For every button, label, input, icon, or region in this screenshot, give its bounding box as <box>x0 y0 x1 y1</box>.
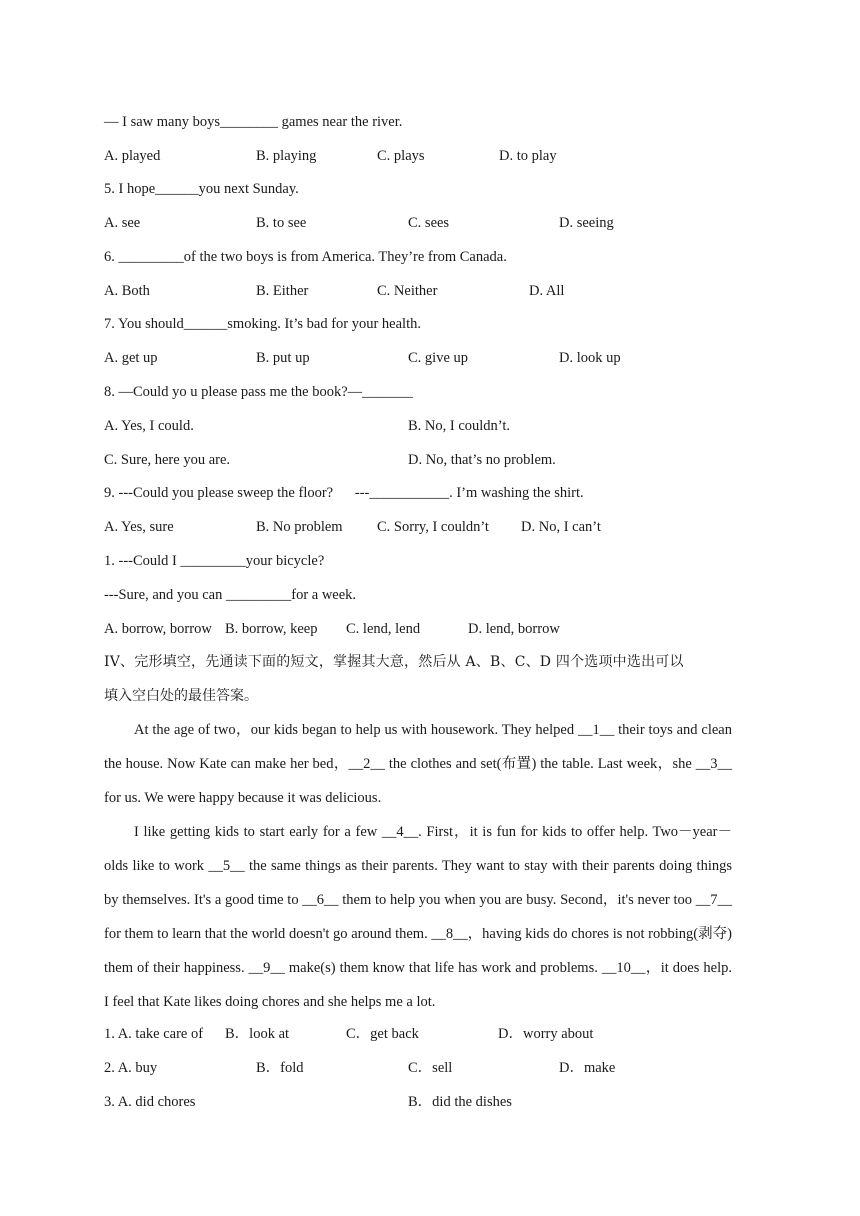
question-stem: 5. I hope______you next Sunday. <box>104 181 299 197</box>
question-stem: — I saw many boys________ games near the river. <box>104 114 403 130</box>
cloze-option-a: 1. A. take care of <box>104 1026 204 1042</box>
question-stem: 6. _________of the two boys is from America. They’re from Canada. <box>104 249 507 265</box>
cloze-passage <box>104 713 732 1019</box>
option-c: C. Neither <box>377 283 438 299</box>
option-c: C. Sure, here you are. <box>104 452 231 468</box>
option-c: C. plays <box>377 148 425 164</box>
option-a: A. get up <box>104 350 158 366</box>
option-b: B. playing <box>256 148 317 164</box>
cloze-option-b: B．look at <box>225 1026 290 1042</box>
option-a: A. see <box>104 215 141 231</box>
option-d: D. seeing <box>559 215 614 231</box>
option-a: A. Yes, I could. <box>104 418 194 434</box>
option-b: B. No, I couldn’t. <box>408 418 511 434</box>
option-a: A. borrow, borrow <box>104 621 212 637</box>
question-stem: 7. You should______smoking. It’s bad for your health. <box>104 316 421 332</box>
option-a: A. played <box>104 148 161 164</box>
cloze-option-a: 2. A. buy <box>104 1060 158 1076</box>
option-d: D. No, I can’t <box>521 519 601 535</box>
option-b: B. Either <box>256 283 309 299</box>
cloze-option-c: C．get back <box>346 1026 419 1042</box>
cloze-option-d: D．worry about <box>498 1026 594 1042</box>
option-d: D. No, that’s no problem. <box>408 452 556 468</box>
cloze-option-d: D．make <box>559 1060 616 1076</box>
question-stem-reply: ---Sure, and you can _________for a week. <box>104 587 357 603</box>
option-a: A. Both <box>104 283 150 299</box>
passage-paragraph-2: I like getting kids to start early for a few __4__. First，it is fun for kids to offer help. Two－year－olds like to work __5__ the same things as their parents. They want to stay with their parents doing things by themselves. It's a good time to __6__ them to help you when you are busy. Second，it's never too __7__ for them to learn that the world doesn't go around them. __8__，having kids do chores is not robbing(剥夺) them of their happiness. __9__ make(s) them know that life has work and problems. __10__，it does help. I feel that Kate likes doing chores and she helps me a lot. <box>104 824 732 1010</box>
option-b: B. to see <box>256 215 307 231</box>
option-b: B. put up <box>256 350 310 366</box>
section-heading: IV、完形填空，先通读下面的短文，掌握其大意，然后从 A、B、C、D 四个选项中选出可以 <box>104 654 684 670</box>
option-d: D. look up <box>559 350 621 366</box>
option-c: C. lend, lend <box>346 621 421 637</box>
question-stem: 1. ---Could I _________your bicycle? <box>104 553 325 569</box>
cloze-option-b: B．did the dishes <box>408 1094 512 1110</box>
option-b: B. No problem <box>256 519 343 535</box>
option-c: C. sees <box>408 215 450 231</box>
question-stem: 9. ---Could you please sweep the floor? ---___________. I’m washing the shirt. <box>104 485 584 501</box>
cloze-option-a: 3. A. did chores <box>104 1094 196 1110</box>
cloze-option-b: B．fold <box>256 1060 304 1076</box>
cloze-option-c: C．sell <box>408 1060 453 1076</box>
option-a: A. Yes, sure <box>104 519 174 535</box>
option-d: D. to play <box>499 148 557 164</box>
option-d: D. lend, borrow <box>468 621 560 637</box>
option-b: B. borrow, keep <box>225 621 318 637</box>
section-heading-cont: 填入空白处的最佳答案。 <box>104 688 258 704</box>
passage-paragraph-1: At the age of two，our kids began to help us with housework. They helped __1__ their toys and clean the house. Now Kate can make her bed，__2__ the clothes and set(布置) the table. Last week，she __3__ for us. We were happy because it was delicious. <box>104 722 732 806</box>
option-c: C. Sorry, I couldn’t <box>377 519 489 535</box>
question-stem: 8. —Could yo u please pass me the book?—_______ <box>104 384 413 400</box>
option-c: C. give up <box>408 350 469 366</box>
option-d: D. All <box>529 283 565 299</box>
